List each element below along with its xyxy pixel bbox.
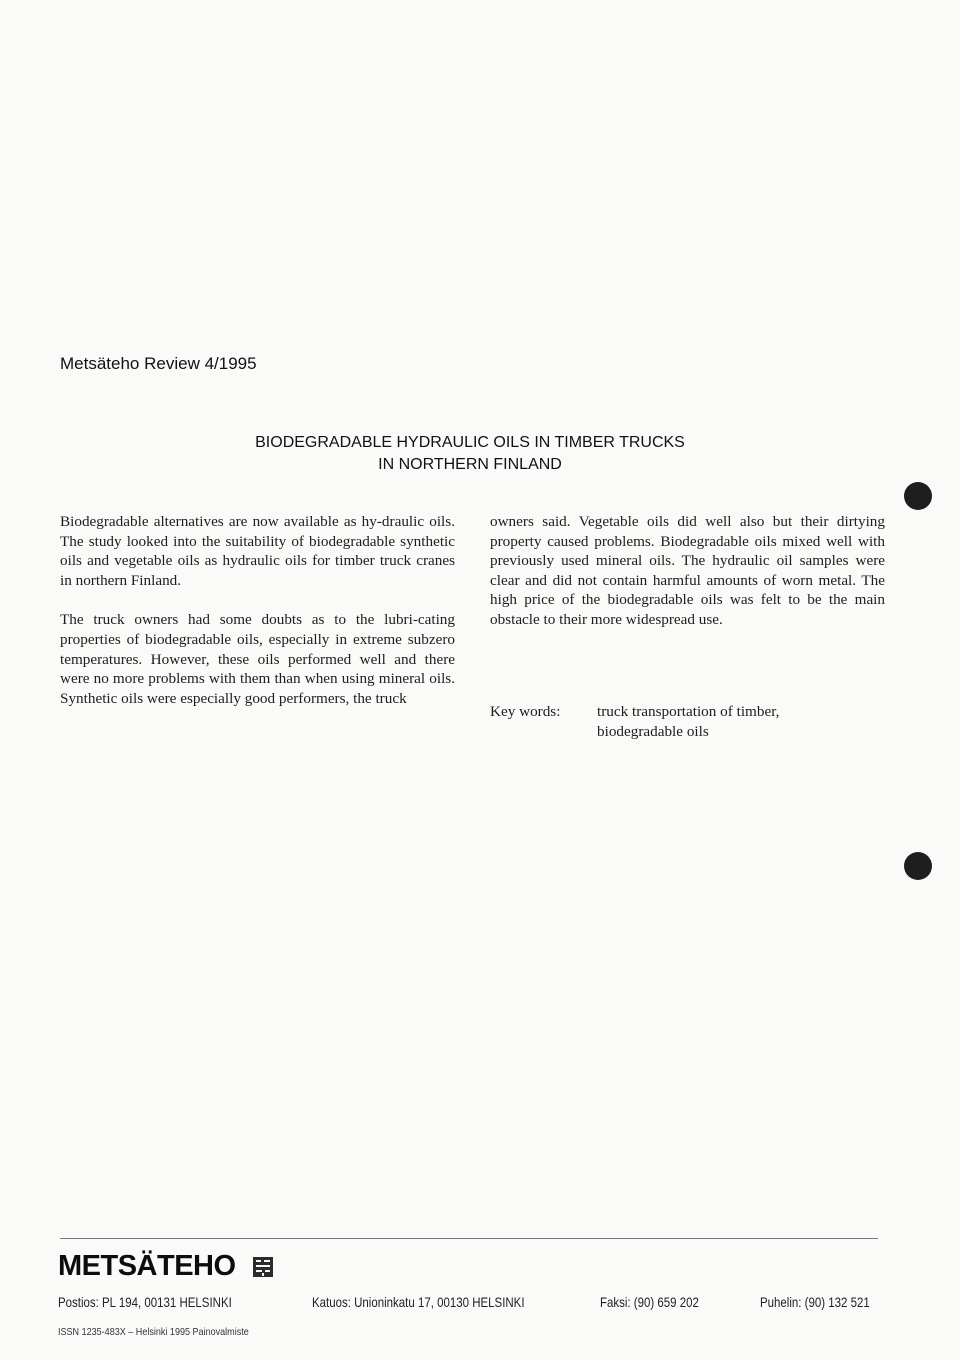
document-title (150, 432, 790, 476)
paragraph: owners said. Vegetable oils did well also but their dirtying property caused problems. Biodegradable oils mixed well with previously used mineral oils. The hydraulic oil samples were clear and did not contain harmful amounts of worn metal. The high price of the biodegradable oils was felt to be the main obstacle to their more widespread use. (490, 513, 885, 628)
title-line-1: BIODEGRADABLE HYDRAULIC OILS IN TIMBER TRUCKS (255, 434, 685, 451)
keyword-line: biodegradable oils (597, 722, 709, 740)
footer-street-address: Katuos: Unioninkatu 17, 00130 HELSINKI (312, 1294, 525, 1310)
punch-hole-icon (904, 482, 932, 510)
keywords-value (597, 702, 897, 741)
left-column (60, 512, 455, 728)
punch-hole-icon (904, 852, 932, 880)
keywords-label: Key words: (490, 703, 561, 720)
paragraph: The truck owners had some doubts as to the lubri-cating properties of biodegradable oils, especially in extreme subzero temperatures. However, these oils performed well and there were no more problems with them than when using mineral oils. Synthetic oils were especially good performers, the truck (60, 611, 455, 707)
keyword-line: truck transportation of timber, (597, 703, 780, 720)
footer-fax: Faksi: (90) 659 202 (600, 1294, 699, 1310)
footer-phone: Puhelin: (90) 132 521 (760, 1294, 870, 1310)
footer-postal-address: Postios: PL 194, 00131 HELSINKI (58, 1294, 232, 1310)
metsateho-logo-icon (252, 1256, 274, 1278)
brand-wordmark: METSÄTEHO (58, 1250, 236, 1282)
paragraph: Biodegradable alternatives are now available as hy-draulic oils. The study looked into the suitability of biodegradable synthetic oils and vegetable oils as hydraulic oils for timber truck cranes in northern Finland. (60, 513, 455, 589)
footer-divider (60, 1238, 878, 1239)
review-issue-label: Metsäteho Review 4/1995 (60, 354, 257, 373)
footer-brand (58, 1250, 274, 1283)
footer-issn: ISSN 1235-483X – Helsinki 1995 Painovalmiste (58, 1326, 249, 1338)
right-column (490, 512, 885, 650)
title-line-2: IN NORTHERN FINLAND (378, 456, 562, 473)
